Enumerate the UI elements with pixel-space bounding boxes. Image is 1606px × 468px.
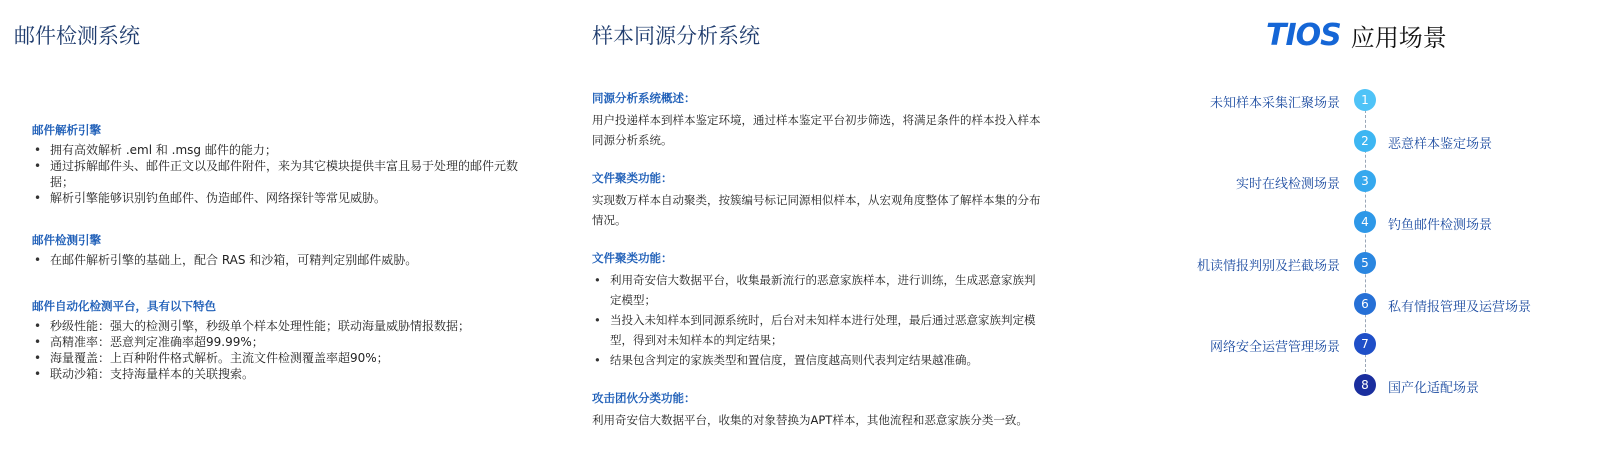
scene-number-1: 1	[1354, 89, 1376, 111]
bullet-list	[32, 142, 532, 206]
scene-label-4: 钓鱼邮件检测场景	[1388, 218, 1493, 234]
sample-homology-title: 样本同源分析系统	[592, 24, 760, 48]
bullet-item: • 解析引擎能够识别钓鱼邮件、伪造邮件、网络探针等常见威胁。	[32, 190, 532, 206]
bullet-item: • 当投入未知样本到同源系统时，后台对未知样本进行处理，最后通过恶意家族判定模型，得到对未知样本的判定结果；	[592, 310, 1042, 350]
scene-label-2: 恶意样本鉴定场景	[1388, 136, 1493, 152]
family-model-section	[592, 250, 1042, 370]
scene-label-3: 实时在线检测场景	[1235, 177, 1340, 193]
section-heading: 文件聚类功能：	[592, 251, 673, 265]
section-text: 实现数万样本自动聚类，按簇编号标记同源相似样本，从宏观角度整体了解样本集的分布情况。	[592, 193, 1041, 227]
scene-label-6: 私有情报管理及运营场景	[1388, 299, 1532, 315]
bullet-list	[32, 318, 532, 382]
bullet-item: • 联动沙箱：支持海量样本的关联搜索。	[32, 366, 532, 382]
apt-group-section	[592, 390, 1042, 430]
tios-logo: TIOS	[1266, 18, 1341, 53]
scene-number-6: 6	[1354, 293, 1376, 315]
clustering-section	[592, 170, 1042, 230]
scene-label-1: 未知样本采集汇聚场景	[1209, 96, 1340, 111]
scene-label-5: 机读情报判别及拦截场景	[1196, 258, 1340, 274]
scene-number-8: 8	[1354, 374, 1376, 396]
section-text: 用户投递样本到样本鉴定环境，通过样本鉴定平台初步筛选，将满足条件的样本投入样本同源分析系统。	[592, 113, 1041, 147]
email-parse-engine-section	[32, 122, 532, 206]
email-detection-body	[32, 122, 532, 408]
bullet-item: • 拥有高效解析 .eml 和 .msg 邮件的能力；	[32, 142, 532, 158]
email-detection-title: 邮件检测系统	[14, 24, 140, 48]
scenes-header	[1266, 18, 1447, 53]
bullet-item: • 在邮件解析引擎的基础上，配合 RAS 和沙箱，可精判定别邮件威胁。	[32, 252, 532, 268]
bullet-list	[592, 270, 1042, 370]
section-heading: 邮件解析引擎	[32, 123, 101, 137]
scene-number-4: 4	[1354, 211, 1376, 233]
section-heading: 文件聚类功能：	[592, 171, 673, 185]
bullet-list	[32, 252, 532, 268]
scene-number-3: 3	[1354, 170, 1376, 192]
section-heading: 攻击团伙分类功能：	[592, 391, 696, 405]
scene-label-8: 国产化适配场景	[1388, 380, 1480, 396]
scene-number-2: 2	[1354, 130, 1376, 152]
scene-number-7: 7	[1354, 333, 1376, 355]
bullet-item: • 高精准率：恶意判定准确率超99.99%；	[32, 334, 532, 350]
scene-label-7: 网络安全运营管理场景	[1209, 340, 1340, 356]
overview-section	[592, 90, 1042, 150]
section-heading: 邮件自动化检测平台，具有以下特色	[32, 299, 216, 313]
bullet-item: • 秒级性能：强大的检测引擎，秒级单个样本处理性能；联动海量威胁情报数据；	[32, 318, 532, 334]
bullet-item: • 结果包含判定的家族类型和置信度，置信度越高则代表判定结果越准确。	[592, 350, 1042, 370]
section-text: 利用奇安信大数据平台，收集的对象替换为APT样本，其他流程和恶意家族分类一致。	[592, 413, 1028, 427]
email-auto-platform-section	[32, 298, 532, 382]
sample-homology-body	[592, 90, 1042, 450]
scenes-title: 应用场景	[1350, 24, 1447, 52]
bullet-item: • 利用奇安信大数据平台，收集最新流行的恶意家族样本，进行训练，生成恶意家族判定模型；	[592, 270, 1042, 310]
bullet-item: • 海量覆盖：上百种附件格式解析。主流文件检测覆盖率超90%；	[32, 350, 532, 366]
scene-number-5: 5	[1354, 252, 1376, 274]
section-heading: 同源分析系统概述：	[592, 91, 696, 105]
email-detect-engine-section	[32, 232, 532, 268]
bullet-item: • 通过拆解邮件头、邮件正文以及邮件附件，来为其它模块提供丰富且易于处理的邮件元数据；	[32, 158, 532, 190]
section-heading: 邮件检测引擎	[32, 233, 101, 247]
